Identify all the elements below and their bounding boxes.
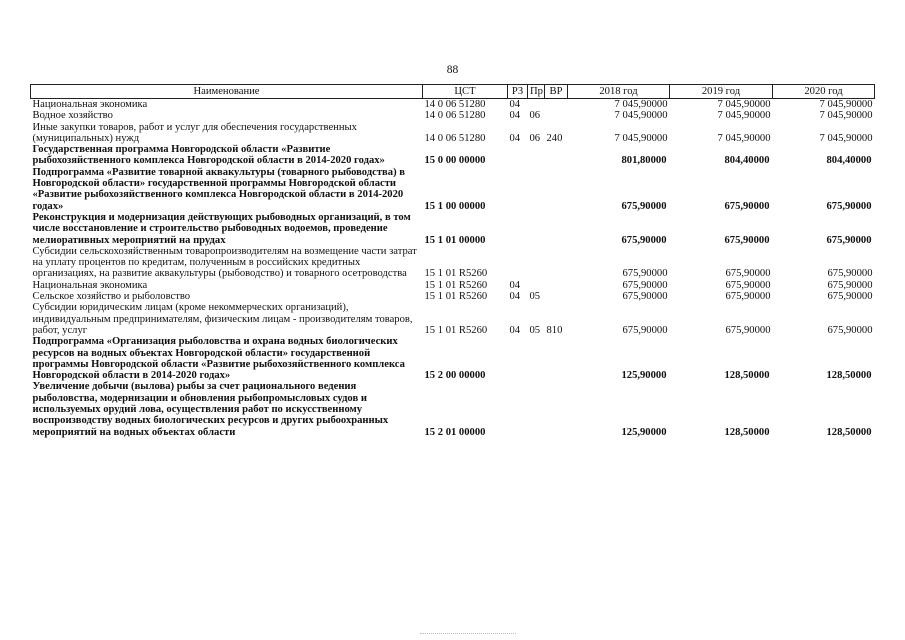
cell-2019: 675,90000	[725, 291, 771, 303]
cell-rz: 04	[509, 291, 521, 303]
cell-2020: 128,50000	[826, 370, 872, 382]
cell-2018: 675,90000	[621, 200, 667, 212]
table-row	[31, 122, 875, 145]
cell-2019: 675,90000	[725, 324, 771, 336]
table-row	[31, 302, 875, 336]
cell-name: Государственная программа Новгородской области «Развитие рыбохозяйственного комплекса Новгородской области в 2014-2020 годах»	[32, 144, 385, 167]
cell-2020: 675,90000	[827, 291, 873, 303]
cell-cst: 15 1 00 00000	[424, 200, 486, 212]
cell-2018: 675,90000	[622, 279, 668, 291]
cell-cst: 15 1 01 R5260	[424, 268, 488, 280]
cell-pr	[528, 99, 545, 111]
cell-2019: 7 045,90000	[717, 99, 771, 110]
budget-table	[30, 84, 875, 438]
cell-cst: 14 0 06 51280	[424, 110, 486, 122]
cell-2020: 7 045,90000	[819, 99, 873, 110]
cell-cst: 15 1 01 R5260	[424, 324, 488, 336]
cell-name: Увеличение добычи (вылова) рыбы за счет рационального ведения рыболовства, модернизации и обновления рыбопромысловых судов и используемых орудий лова, осуществления работ по искусственному воспроизводству водных биологических ресурсов и других рыбоохранных мероприятий на водных объектах области	[32, 381, 389, 438]
table-header-row	[31, 85, 875, 99]
column-header-2018: 2018 год	[568, 85, 670, 99]
cell-vr: 810	[546, 324, 563, 336]
cell-cst: 15 1 01 00000	[424, 234, 486, 246]
cell-name: Субсидии юридическим лицам (кроме некоммерческих организаций), индивидуальным предпринимателям, физическим лицам - производителям товаров, работ, услуг	[32, 302, 413, 336]
cell-vr	[545, 167, 568, 212]
cell-rz	[508, 144, 528, 167]
cell-vr	[545, 212, 568, 246]
cell-2020: 675,90000	[827, 324, 873, 336]
cell-pr	[528, 167, 545, 212]
cell-name: Национальная экономика	[32, 279, 148, 291]
cell-vr	[545, 246, 568, 280]
column-header-name: Наименование	[31, 85, 423, 99]
table-row	[31, 246, 875, 280]
table-row	[31, 381, 875, 437]
cell-2020: 675,90000	[826, 234, 872, 246]
cell-2020: 128,50000	[826, 426, 872, 438]
cell-2019: 675,90000	[725, 279, 771, 291]
column-header-2020: 2020 год	[773, 85, 875, 99]
cell-pr	[528, 212, 545, 246]
cell-vr: 240	[546, 132, 563, 144]
table-row	[31, 99, 875, 111]
cell-2018: 675,90000	[622, 324, 668, 336]
cell-rz	[508, 336, 528, 381]
cell-rz	[508, 167, 528, 212]
cell-rz: 04	[509, 279, 521, 291]
cell-rz: 04	[509, 324, 521, 336]
cell-2020: 675,90000	[827, 268, 873, 280]
cell-2018: 675,90000	[621, 234, 667, 246]
cell-name: Реконструкция и модернизация действующих рыбоводных организаций, в том числе восстановление и строительство рыбоводных водоемов, проведение мелиоративных мероприятий на прудах	[32, 211, 411, 246]
cell-rz	[508, 381, 528, 437]
cell-vr	[545, 280, 568, 291]
cell-rz	[508, 212, 528, 246]
cell-name: Субсидии сельскохозяйственным товаропроизводителям на возмещение части затрат на уплату процентов по кредитам, полученным в российских кредитных организациях, на развитие аквакультуры (рыбоводство) и товарного осетроводства	[32, 245, 417, 280]
cell-2018: 7 045,90000	[614, 99, 668, 110]
cell-vr	[545, 291, 568, 302]
table-row	[31, 144, 875, 167]
page-number: 88	[446, 64, 459, 76]
cell-2020: 675,90000	[827, 279, 873, 291]
cell-name: Водное хозяйство	[32, 110, 113, 122]
scan-artifact	[420, 633, 516, 635]
cell-pr	[528, 381, 545, 437]
cell-rz: 04	[509, 110, 521, 122]
cell-name: Иные закупки товаров, работ и услуг для обеспечения государственных (муниципальных) нужд	[32, 121, 357, 144]
column-header-rz: РЗ	[508, 85, 528, 99]
cell-2020: 675,90000	[826, 200, 872, 212]
column-header-cst: ЦСТ	[423, 85, 508, 99]
cell-2018: 125,90000	[621, 426, 667, 438]
cell-cst: 15 1 01 R5260	[424, 291, 488, 303]
cell-pr	[528, 246, 545, 280]
cell-pr: 06	[529, 132, 541, 144]
cell-2020: 804,40000	[826, 155, 872, 167]
cell-cst: 15 2 01 00000	[424, 426, 486, 438]
column-header-vr: ВР	[545, 85, 568, 99]
cell-2018: 801,80000	[621, 155, 667, 167]
table-row	[31, 110, 875, 121]
cell-2018: 7 045,90000	[614, 110, 668, 122]
cell-vr	[545, 144, 568, 167]
table-row	[31, 212, 875, 246]
cell-pr	[528, 280, 545, 291]
cell-2019: 128,50000	[724, 370, 770, 382]
cell-cst: 14 0 06 51280	[424, 99, 486, 110]
table-row	[31, 336, 875, 381]
cell-2019: 7 045,90000	[717, 132, 771, 144]
table-body	[31, 99, 875, 438]
cell-2019: 675,90000	[725, 268, 771, 280]
cell-2018: 125,90000	[621, 370, 667, 382]
cell-vr	[545, 110, 568, 121]
cell-cst: 14 0 06 51280	[424, 132, 486, 144]
cell-vr	[545, 336, 568, 381]
table-row	[31, 167, 875, 212]
cell-2020: 7 045,90000	[819, 132, 873, 144]
cell-2018: 675,90000	[622, 268, 668, 280]
cell-pr	[528, 144, 545, 167]
cell-vr	[545, 381, 568, 437]
cell-vr	[545, 99, 568, 111]
cell-cst: 15 1 01 R5260	[424, 279, 488, 291]
cell-pr: 05	[529, 291, 541, 303]
cell-2019: 804,40000	[724, 155, 770, 167]
cell-name: Сельское хозяйство и рыболовство	[32, 291, 191, 303]
cell-2018: 675,90000	[622, 291, 668, 303]
cell-name: Подпрограмма «Организация рыболовства и охрана водных биологических ресурсов на водных объектах Новгородской области» государственной программы Новгородской области «Развитие рыбохозяйственного комплекса Новгородской области в 2014-2020 годах»	[32, 336, 405, 382]
cell-2020: 7 045,90000	[819, 110, 873, 122]
table-row	[31, 291, 875, 302]
cell-rz: 04	[509, 99, 521, 110]
cell-rz	[508, 246, 528, 280]
cell-2018: 7 045,90000	[614, 132, 668, 144]
cell-2019: 128,50000	[724, 426, 770, 438]
cell-rz: 04	[509, 132, 521, 144]
table-row	[31, 280, 875, 291]
cell-pr: 05	[529, 324, 541, 336]
column-header-pr: Пр	[528, 85, 545, 99]
cell-pr: 06	[529, 110, 541, 122]
cell-name: Национальная экономика	[32, 99, 148, 110]
cell-pr	[528, 336, 545, 381]
cell-2019: 7 045,90000	[717, 110, 771, 122]
cell-cst: 15 0 00 00000	[424, 155, 486, 167]
cell-cst: 15 2 00 00000	[424, 370, 486, 382]
column-header-2019: 2019 год	[670, 85, 773, 99]
cell-2019: 675,90000	[724, 200, 770, 212]
cell-name: Подпрограмма «Развитие товарной аквакультуры (товарного рыбоводства) в Новгородской области» государственной программы Новгородской области «Развитие рыбохозяйственного комплекса Новгородской области в 2014-2020 годах»	[32, 166, 405, 212]
cell-2019: 675,90000	[724, 234, 770, 246]
